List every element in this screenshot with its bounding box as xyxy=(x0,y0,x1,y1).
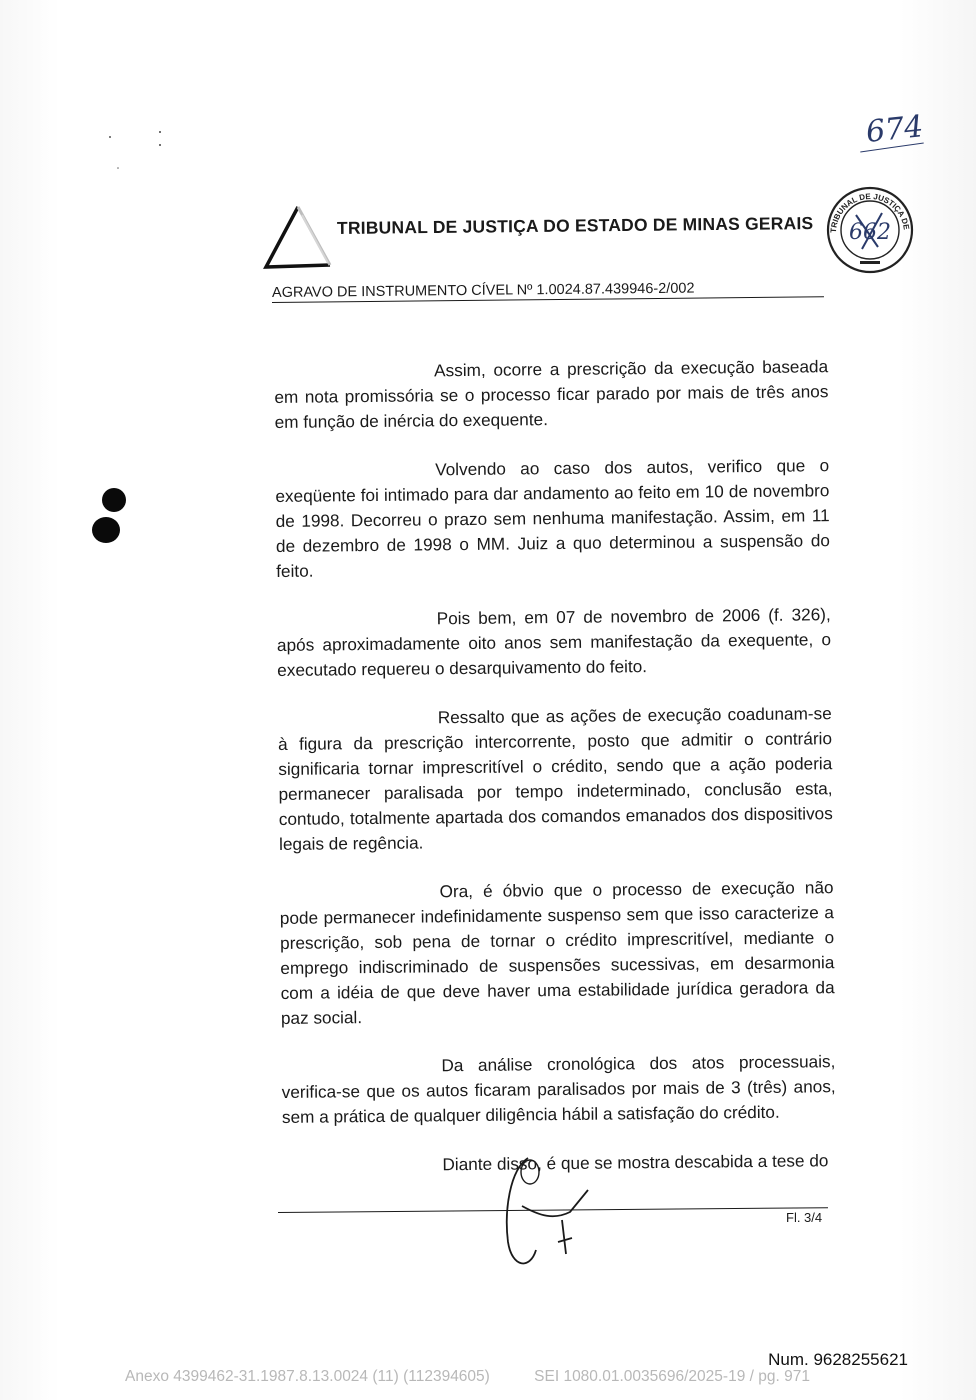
seal-text: TRIBUNAL DE JUSTIÇA DE xyxy=(828,191,911,234)
electronic-stamp xyxy=(125,1368,810,1386)
paragraph: Assim, ocorre a prescrição da execução baseada em nota promissória se o processo ficar parado por mais de três anos em função de inércia do exequente. xyxy=(274,356,829,432)
page-marker: Fl. 3/4 xyxy=(786,1210,823,1225)
opinion-body xyxy=(274,354,837,1179)
court-name-heading: TRIBUNAL DE JUSTIÇA DO ESTADO DE MINAS GERAIS xyxy=(336,213,814,238)
handwritten-folio-number: 674 xyxy=(864,109,925,150)
paragraph: Da análise cronológica dos atos processuais, verifica-se que os autos ficaram paralisados por mais de 3 (três) anos, sem a prática de qualquer diligência hábil a satisfação do crédito. xyxy=(281,1051,836,1127)
paragraph: Diante disso, é que se mostra descabida a tese do xyxy=(442,1150,829,1175)
handwritten-signature xyxy=(500,1150,610,1285)
sei-reference: SEI 1080.01.0035696/2025-19 / pg. 971 xyxy=(534,1368,810,1385)
scan-specks xyxy=(100,120,170,185)
paragraph: Pois bem, em 07 de novembro de 2006 (f. 326), após aproximadamente oito anos sem manifestação da exequente, o executado requereu o desarquivamento do feito. xyxy=(276,604,832,680)
case-number: AGRAVO DE INSTRUMENTO CÍVEL Nº 1.0024.87.439946-2/002 xyxy=(271,280,695,301)
document-number: Num. 9628255621 xyxy=(768,1350,908,1369)
court-logo-icon xyxy=(262,205,334,276)
paragraph: Volvendo ao caso dos autos, verifico que o exeqüente foi intimado para dar andamento ao feito em 10 de novembro de 1998. Decorreu o prazo sem nenhuma manifestação. Assim, em 11 de dezembro de 1998 o MM. Juiz a quo determinou a suspensão do feito. xyxy=(275,455,831,581)
court-seal-stamp xyxy=(820,185,920,280)
punch-holes xyxy=(86,480,136,555)
seal-page-number: 662 xyxy=(849,220,891,245)
paragraph: Ora, é óbvio que o processo de execução não pode permanecer indefinidamente suspenso sem que isso caracterize a prescrição, sob pena de tornar o crédito imprescritível, mediante o emprego indiscriminado de suspensões sucessivas, em desarmonia com a idéia de que deve haver uma estabilidade jurídica geradora da paz social. xyxy=(279,877,835,1028)
paragraph: Ressalto que as ações de execução coadunam-se à figura da prescrição intercorrente, posto que admitir o contrário significaria tornar imprescritível o crédito, sendo que a ação poderia permanecer paralisada por tempo indeterminado, conclusão esta, contudo, totalmente apartada dos comandos emanados dos dispositivos legais de regência. xyxy=(277,703,833,854)
annex-reference: Anexo 4399462-31.1987.8.13.0024 (11) (112394605) xyxy=(125,1368,490,1385)
